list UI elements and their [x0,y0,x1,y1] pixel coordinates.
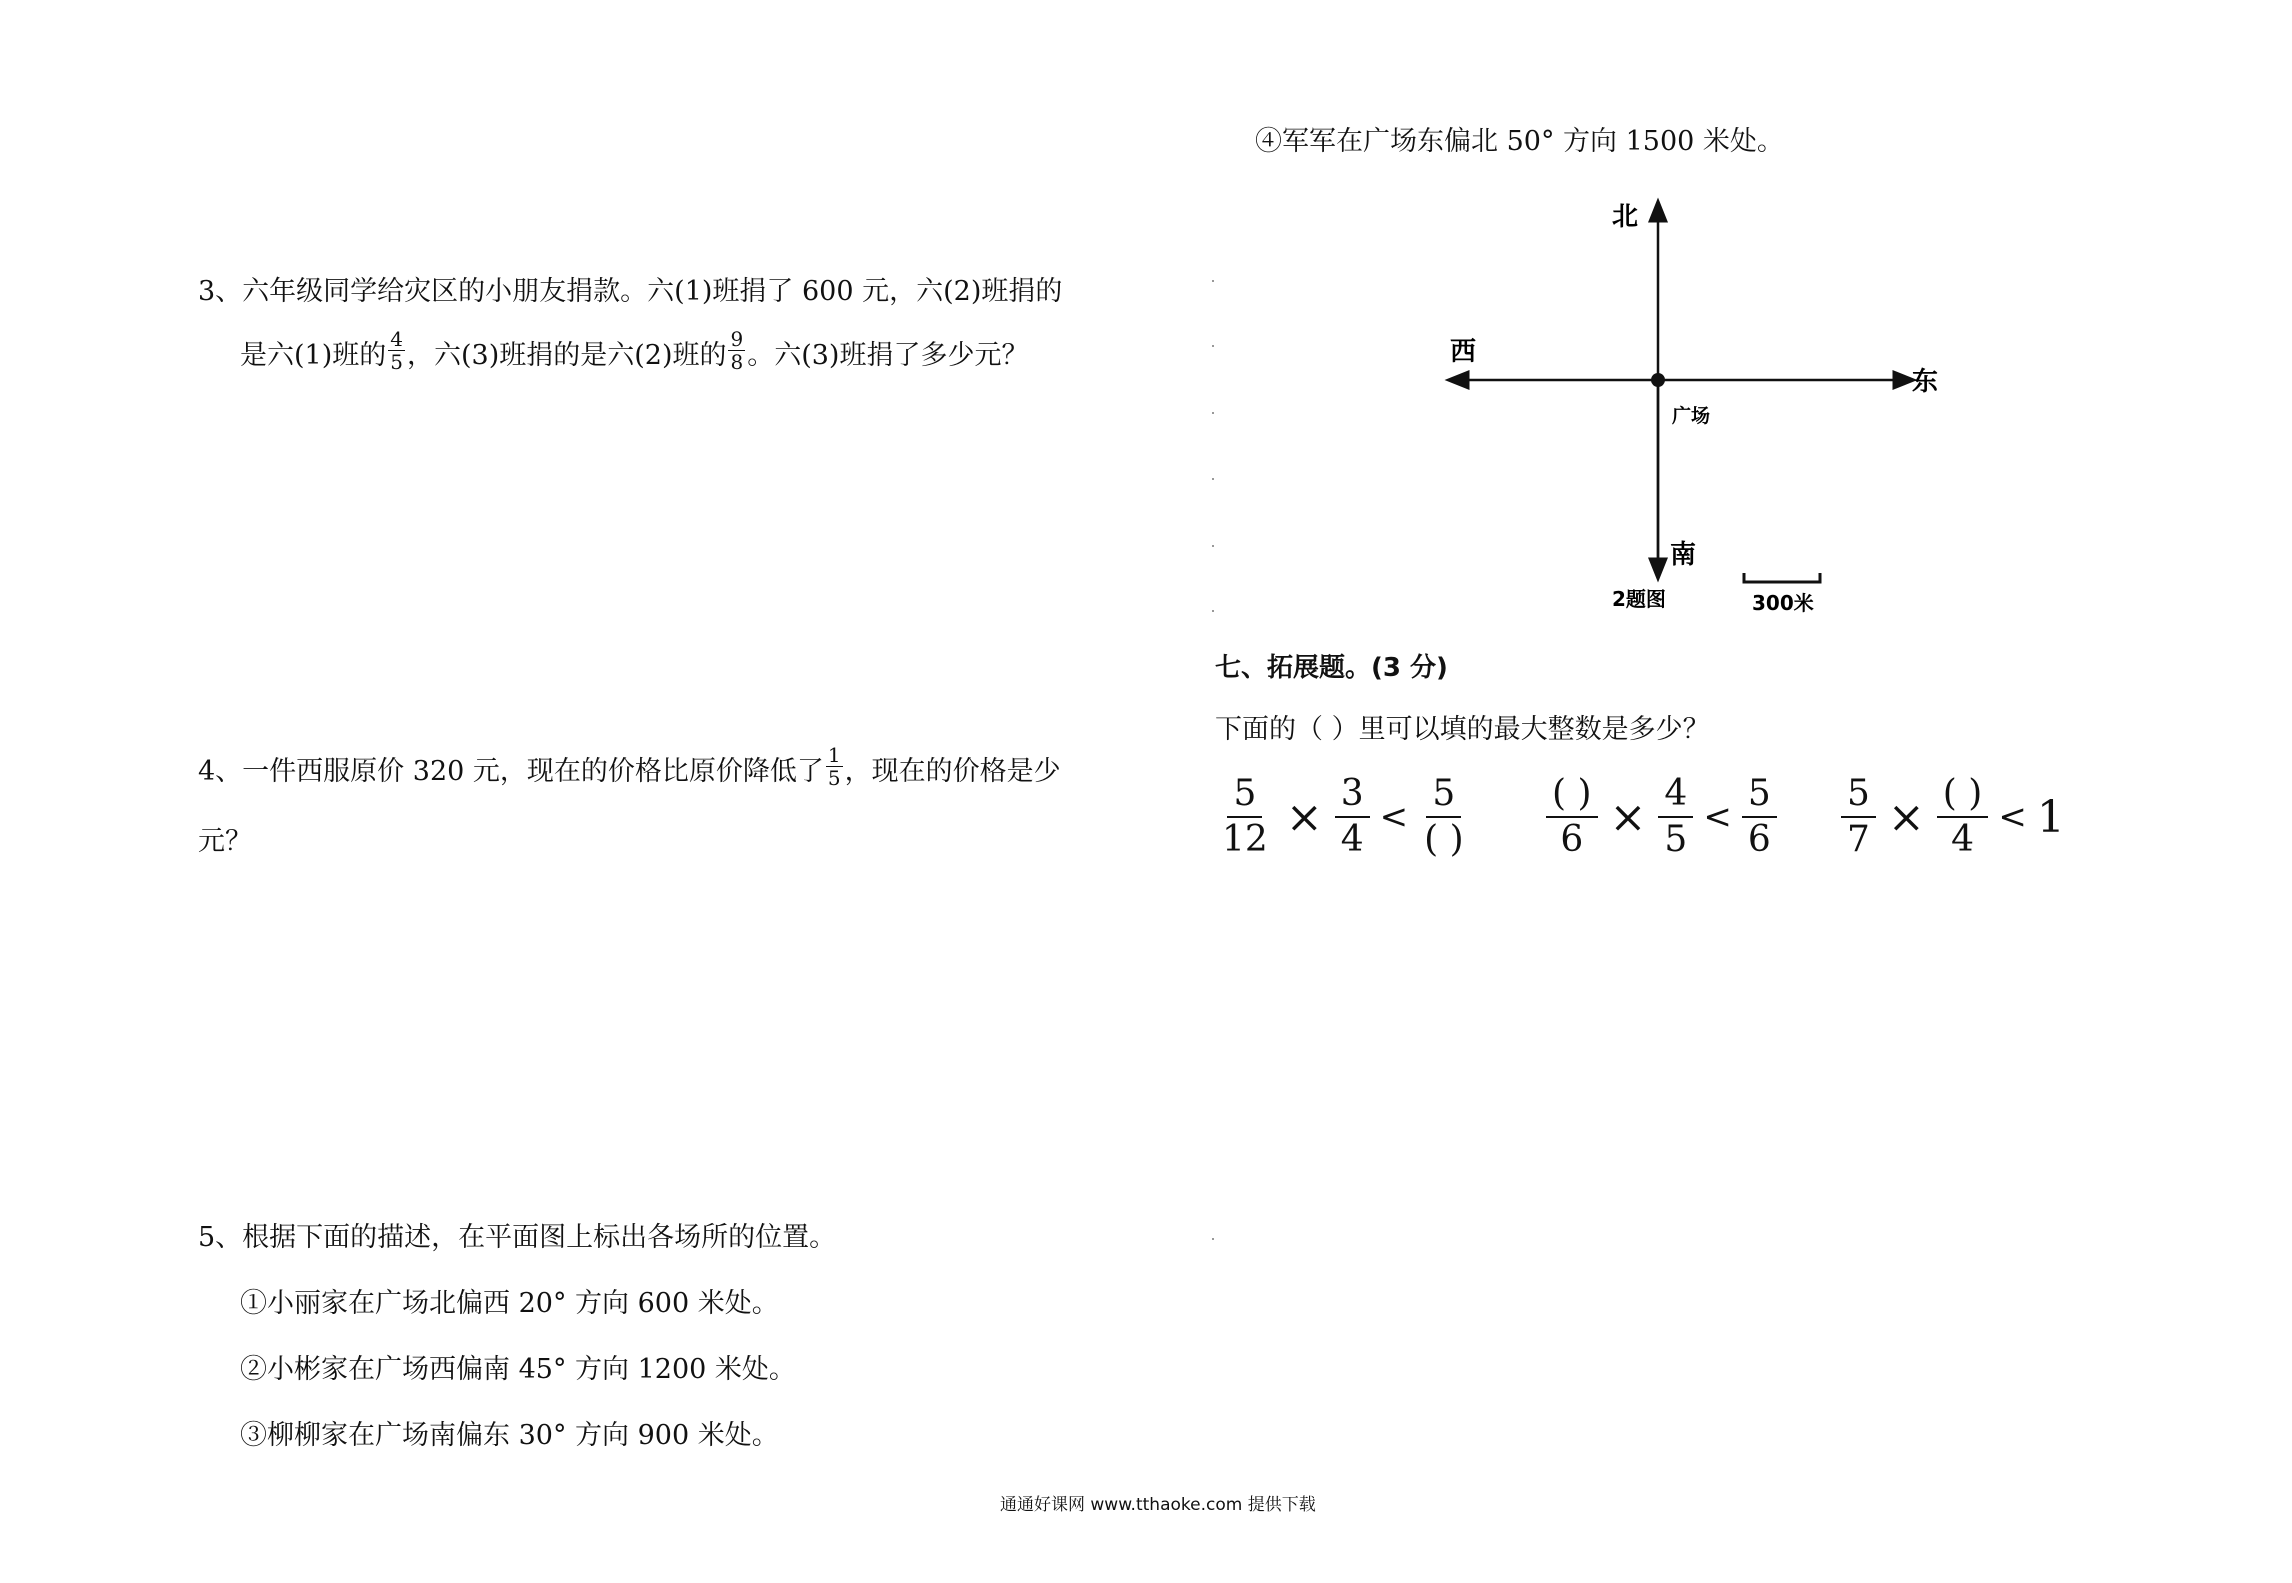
ineq1-fraction-a [1216,772,1274,862]
ineq1-fraction-b [1335,772,1370,862]
q4-line1-b: ，现在的价格是少 [844,756,1061,787]
fraction-denominator: 5 [827,766,841,790]
q3-line2-a: 是六(1)班的 [240,340,387,371]
page-footer: 通通好课网 www.tthaoke.com 提供下载 [1000,1495,1316,1515]
margin-dot [1212,478,1214,480]
less-than-sign: < [1998,797,2027,837]
fraction-denominator: 12 [1222,819,1268,860]
ineq2-fraction-b [1658,772,1693,862]
multiply-sign: × [1285,791,1323,843]
ineq2-fraction-c [1742,772,1777,862]
plaza-center-dot [1651,373,1665,387]
east-label: 东 [1912,367,1939,397]
q3-line1: 3、六年级同学给灾区的小朋友捐款。六(1)班捐了 600 元，六(2)班捐的 [198,276,1063,307]
q5-item-1: ①小丽家在广场北偏西 20° 方向 600 米处。 [240,1288,779,1319]
fraction-denominator: 6 [1560,819,1584,860]
margin-dot [1212,1238,1214,1240]
margin-dot [1212,412,1214,414]
west-label: 西 [1450,337,1477,367]
fraction-numerator: 5 [1426,772,1461,818]
inequality-1 [1210,772,1476,862]
fraction-numerator: 1 [827,743,841,767]
q4-fraction-1-5 [826,744,843,789]
south-label: 南 [1670,540,1697,570]
section7-question: 下面的（ ）里可以填的最大整数是多少？ [1215,714,1710,745]
q4-line1-a: 4、一件西服原价 320 元，现在的价格比原价降低了 [198,756,824,787]
q5-item-3: ③柳柳家在广场南偏东 30° 方向 900 米处。 [240,1420,779,1451]
fraction-denominator: 5 [390,350,403,374]
ineq1-fraction-c [1418,772,1470,862]
fraction-blank-numerator[interactable]: ( ) [1546,772,1598,818]
scale-label: 300米 [1752,591,1814,615]
q5-item-2: ②小彬家在广场西偏南 45° 方向 1200 米处。 [240,1354,796,1385]
inequality-3 [1835,772,2065,862]
north-label: 北 [1612,202,1639,232]
q5-title: 5、根据下面的描述，在平面图上标出各场所的位置。 [198,1222,837,1253]
q4-line1 [198,743,1061,795]
inequality-2 [1540,772,1783,862]
multiply-sign: × [1887,791,1925,843]
fraction-denominator: 4 [1340,819,1364,860]
fraction-numerator: 3 [1335,772,1370,818]
scale-bar [1744,573,1820,582]
less-than-sign: < [1379,797,1409,837]
q3-line2-b: ，六(3)班捐的是六(2)班的 [406,340,727,371]
fraction-blank-numerator[interactable]: ( ) [1937,772,1989,818]
fraction-denominator: 5 [1664,819,1688,860]
fraction-denominator: 7 [1847,819,1870,860]
q3-fraction-4-5 [388,328,405,373]
margin-dot [1212,610,1214,612]
fraction-numerator: 9 [730,327,744,351]
multiply-sign: × [1609,791,1647,843]
fraction-numerator: 4 [390,327,403,351]
margin-dot [1212,345,1214,347]
q3-line2-c: 。六(3)班捐了多少元？ [747,340,1029,371]
ineq3-fraction-b [1937,772,1989,862]
plaza-label: 广场 [1672,405,1711,427]
ineq3-fraction-a [1841,772,1876,862]
fraction-numerator: 4 [1658,772,1693,818]
fraction-denominator: 4 [1951,819,1974,860]
rhs-one: 1 [2036,791,2065,843]
fraction-denominator: 8 [730,350,744,374]
map-caption: 2题图 [1612,587,1666,611]
q3-fraction-9-8 [728,328,745,373]
ineq2-fraction-a [1546,772,1598,862]
q5-item-4: ④军军在广场东偏北 50° 方向 1500 米处。 [1255,126,1784,157]
q3-line2 [240,327,1029,379]
section7-heading: 七、拓展题。(3 分) [1215,653,1448,683]
q4-line2: 元？ [198,826,252,857]
direction-map-diagram [1400,190,1960,630]
fraction-numerator: 5 [1227,772,1262,818]
margin-dot [1212,280,1214,282]
margin-dot [1212,545,1214,547]
fraction-blank-denominator[interactable]: ( ) [1424,819,1464,860]
fraction-numerator: 5 [1841,772,1876,818]
fraction-denominator: 6 [1747,819,1771,860]
fraction-numerator: 5 [1742,772,1777,818]
less-than-sign: < [1703,797,1732,837]
